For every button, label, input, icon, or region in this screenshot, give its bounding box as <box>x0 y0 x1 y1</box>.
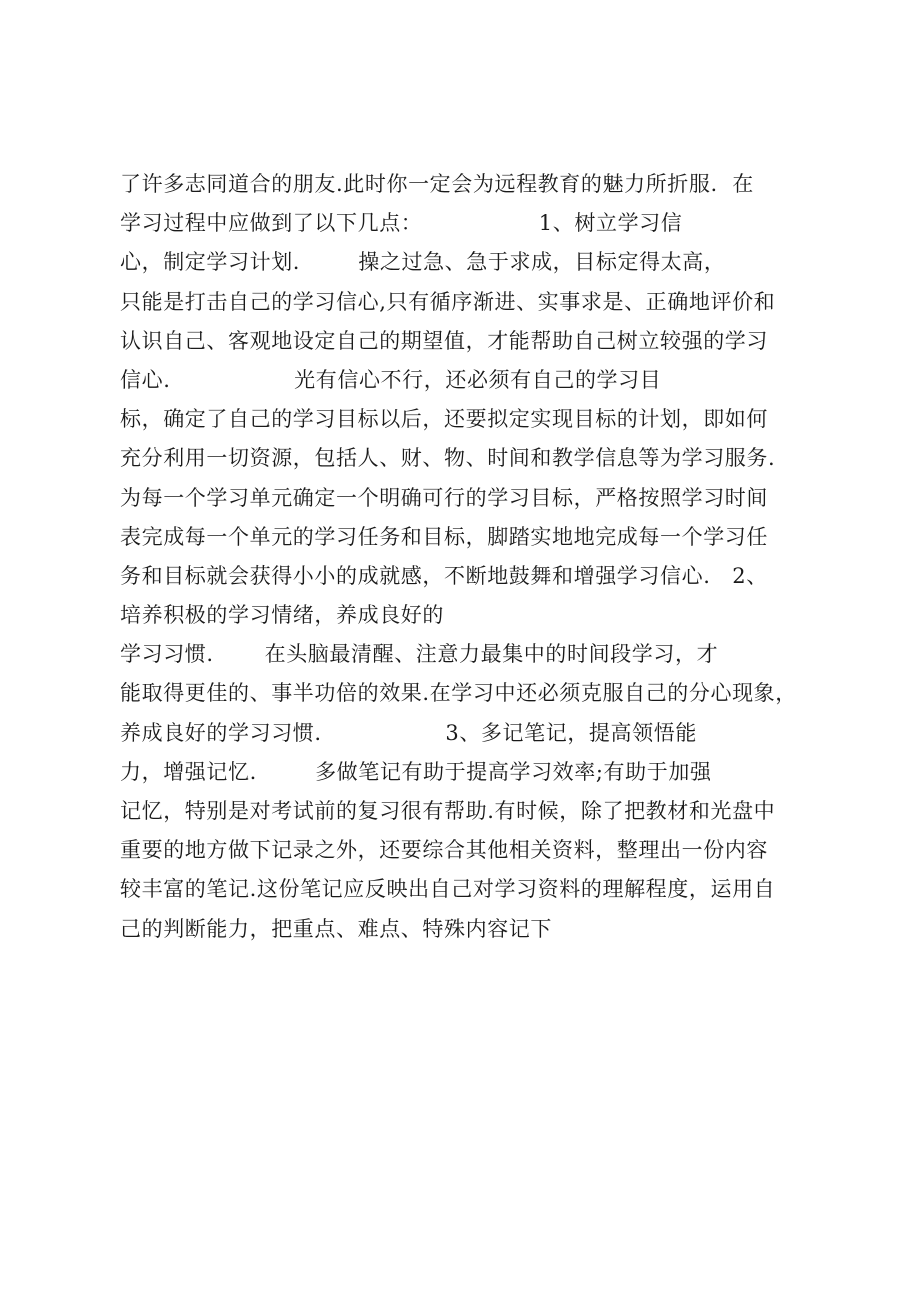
text-line: 表完成每一个单元的学习任务和目标，脚踏实地地完成每一个学习任 <box>120 524 768 549</box>
text-line: 己的判断能力，把重点、难点、特殊内容记下 <box>120 916 552 941</box>
text-line: 了许多志同道合的朋友.此时你一定会为远程教育的魅力所折服. 在 <box>120 172 754 196</box>
text-line: 记忆，特别是对考试前的复习很有帮助.有时候，除了把教材和光盘中 <box>120 799 776 823</box>
text-line: 培养积极的学习情绪，养成良好的 <box>120 603 444 628</box>
text-line: 信心. 光有信心不行，还必须有自己的学习目 <box>120 367 662 392</box>
text-line: 学习过程中应做到了以下几点： 1、树立学习信 <box>120 211 683 236</box>
text-line: 重要的地方做下记录之外，还要综合其他相关资料，整理出一份内容 <box>120 838 768 863</box>
text-line: 力，增强记忆. 多做笔记有助于提高学习效率;有助于加强 <box>120 759 712 784</box>
text-line: 心，制定学习计划. 操之过急、急于求成，目标定得太高， <box>120 250 726 275</box>
text-line: 充分利用一切资源，包括人、财、物、时间和教学信息等为学习服务. <box>120 446 776 471</box>
text-line: 为每一个学习单元确定一个明确可行的学习目标，严格按照学习时间 <box>120 485 768 510</box>
body-text <box>120 165 840 949</box>
text-line: 只能是打击自己的学习信心,只有循序渐进、实事求是、正确地评价和 <box>120 289 776 314</box>
text-line: 务和目标就会获得小小的成就感，不断地鼓舞和增强学习信心. 2、 <box>120 563 768 588</box>
text-line: 养成良好的学习习惯. 3、多记笔记，提高领悟能 <box>120 720 697 745</box>
text-line: 学习习惯. 在头脑最清醒、注意力最集中的时间段学习，才 <box>120 642 719 667</box>
text-line: 能取得更佳的、事半功倍的效果.在学习中还必须克服自己的分心现象， <box>120 681 797 706</box>
text-line: 较丰富的笔记.这份笔记应反映出自己对学习资料的理解程度，运用自 <box>120 877 776 902</box>
text-line: 认识自己、客观地设定自己的期望值，才能帮助自己树立较强的学习 <box>120 328 768 353</box>
text-line: 标，确定了自己的学习目标以后，还要拟定实现目标的计划，即如何 <box>120 407 768 432</box>
